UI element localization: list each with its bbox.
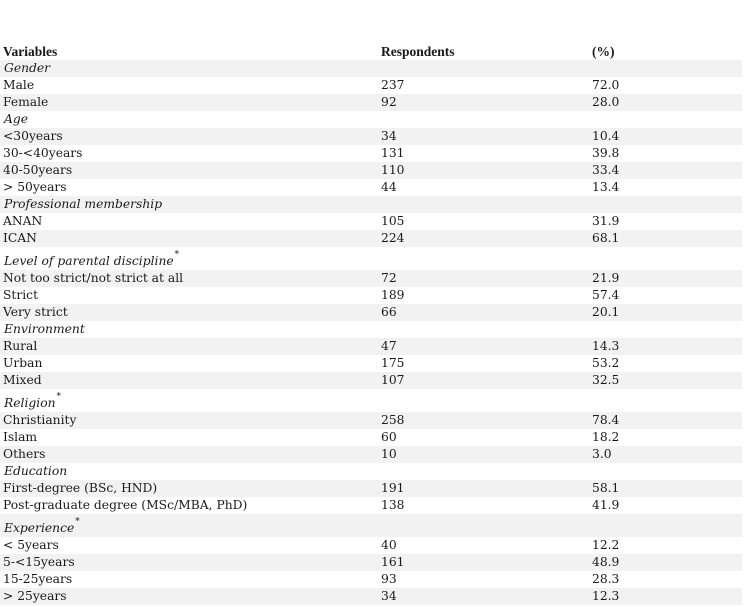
percent-value: 10.4 xyxy=(592,129,620,143)
respondents-value: 40 xyxy=(381,538,397,552)
section-label xyxy=(4,196,162,213)
section-label xyxy=(4,111,28,128)
respondents-value: 107 xyxy=(381,373,405,387)
respondents-value: 72 xyxy=(381,271,397,285)
table-row xyxy=(0,162,742,179)
variable-label xyxy=(3,571,72,588)
footnote-asterisk: * xyxy=(174,250,180,260)
table-row xyxy=(0,412,742,429)
label-text: Religion xyxy=(4,396,56,410)
variable-label xyxy=(3,480,157,497)
section-row xyxy=(0,321,742,338)
variable-label xyxy=(3,162,72,179)
percent-value: 33.4 xyxy=(592,163,620,177)
percent-value: 72.0 xyxy=(592,78,620,92)
label-text: 5-<15years xyxy=(3,555,75,569)
variable-label xyxy=(3,230,37,247)
percent-value: 13.4 xyxy=(592,180,620,194)
section-row xyxy=(0,514,742,537)
label-text: > 25years xyxy=(3,589,67,603)
label-text: Christianity xyxy=(3,413,77,427)
table-row xyxy=(0,287,742,304)
percent-value: 28.0 xyxy=(592,95,620,109)
respondents-value: 105 xyxy=(381,214,405,228)
label-text: Rural xyxy=(3,339,38,353)
label-text: ICAN xyxy=(3,231,37,245)
table-row xyxy=(0,537,742,554)
label-text: Islam xyxy=(3,430,38,444)
percent-value: 53.2 xyxy=(592,356,620,370)
table-row xyxy=(0,372,742,389)
label-text: Others xyxy=(3,447,46,461)
respondents-value: 161 xyxy=(381,555,405,569)
table-row xyxy=(0,355,742,372)
table-row xyxy=(0,338,742,355)
table-row xyxy=(0,213,742,230)
section-row xyxy=(0,196,742,213)
percent-value: 32.5 xyxy=(592,373,620,387)
percent-value: 20.1 xyxy=(592,305,620,319)
label-text: Urban xyxy=(3,356,43,370)
table-row xyxy=(0,145,742,162)
label-text: First-degree (BSc, HND) xyxy=(3,481,158,495)
variable-label xyxy=(3,446,45,463)
label-text: <30years xyxy=(3,129,63,143)
label-text: Strict xyxy=(3,288,39,302)
respondents-value: 34 xyxy=(381,589,397,603)
percent-value: 48.9 xyxy=(592,555,620,569)
variable-label xyxy=(3,179,67,196)
label-text: Female xyxy=(3,95,49,109)
variable-label xyxy=(3,588,67,605)
label-text: Experience xyxy=(4,521,75,535)
table-row xyxy=(0,304,742,321)
percent-value: 28.3 xyxy=(592,572,620,586)
table-row xyxy=(0,429,742,446)
header-respondents: Respondents xyxy=(381,44,455,59)
respondents-value: 10 xyxy=(381,447,397,461)
label-text: Gender xyxy=(4,61,51,75)
respondents-value: 47 xyxy=(381,339,397,353)
respondents-value: 191 xyxy=(381,481,405,495)
respondents-value: 92 xyxy=(381,95,397,109)
section-label xyxy=(4,321,85,338)
respondents-value: 138 xyxy=(381,498,405,512)
label-text: Not too strict/not strict at all xyxy=(3,271,184,285)
section-label xyxy=(4,463,67,480)
respondents-value: 44 xyxy=(381,180,397,194)
table-header xyxy=(0,43,742,60)
respondents-value: 60 xyxy=(381,430,397,444)
respondents-value: 189 xyxy=(381,288,405,302)
respondents-value: 175 xyxy=(381,356,405,370)
section-row xyxy=(0,111,742,128)
percent-value: 18.2 xyxy=(592,430,620,444)
table-row xyxy=(0,230,742,247)
variable-label xyxy=(3,412,76,429)
variable-label xyxy=(3,145,83,162)
label-text: Level of parental discipline xyxy=(4,254,174,268)
section-label xyxy=(4,60,50,77)
percent-value: 41.9 xyxy=(592,498,620,512)
header-percent: (%) xyxy=(592,44,615,59)
variable-label xyxy=(3,304,68,321)
section-row xyxy=(0,247,742,270)
variable-label xyxy=(3,270,183,287)
label-text: Environment xyxy=(4,322,85,336)
table-row xyxy=(0,128,742,145)
percent-value: 14.3 xyxy=(592,339,620,353)
variable-label xyxy=(3,537,59,554)
section-row xyxy=(0,389,742,412)
percent-value: 39.8 xyxy=(592,146,620,160)
section-row xyxy=(0,463,742,480)
label-text: 30-<40years xyxy=(3,146,83,160)
label-text: Post-graduate degree (MSc/MBA, PhD) xyxy=(3,498,248,512)
percent-value: 58.1 xyxy=(592,481,620,495)
respondents-value: 66 xyxy=(381,305,397,319)
footnote-asterisk: * xyxy=(56,392,62,402)
respondents-value: 258 xyxy=(381,413,405,427)
table-row xyxy=(0,571,742,588)
variable-label xyxy=(3,497,247,514)
footnote-asterisk: * xyxy=(75,517,80,527)
table-row xyxy=(0,480,742,497)
table-row xyxy=(0,554,742,571)
variable-label xyxy=(3,372,42,389)
variable-label xyxy=(3,287,38,304)
table-row xyxy=(0,497,742,514)
respondents-value: 224 xyxy=(381,231,405,245)
label-text: Mixed xyxy=(3,373,42,387)
label-text: Male xyxy=(3,78,35,92)
label-text: ANAN xyxy=(3,214,43,228)
section-row xyxy=(0,60,742,77)
label-text: Very strict xyxy=(3,305,68,319)
label-text: Education xyxy=(4,464,68,478)
table-row xyxy=(0,77,742,94)
percent-value: 57.4 xyxy=(592,288,620,302)
label-text: 15-25years xyxy=(3,572,73,586)
table-row xyxy=(0,270,742,287)
variable-label xyxy=(3,128,63,145)
respondents-value: 34 xyxy=(381,129,397,143)
table-row xyxy=(0,588,742,605)
variable-label xyxy=(3,213,42,230)
percent-value: 68.1 xyxy=(592,231,620,245)
percent-value: 12.2 xyxy=(592,538,620,552)
label-text: < 5years xyxy=(3,538,59,552)
label-text: Age xyxy=(4,112,29,126)
variable-label xyxy=(3,554,75,571)
table-row xyxy=(0,446,742,463)
respondents-value: 93 xyxy=(381,572,397,586)
table-row xyxy=(0,179,742,196)
header-variables: Variables xyxy=(3,44,58,59)
variable-label xyxy=(3,77,34,94)
respondents-value: 237 xyxy=(381,78,405,92)
percent-value: 31.9 xyxy=(592,214,620,228)
percent-value: 12.3 xyxy=(592,589,620,603)
label-text: Professional membership xyxy=(4,197,163,211)
label-text: 40-50years xyxy=(3,163,73,177)
table-row xyxy=(0,94,742,111)
variable-label xyxy=(3,94,48,111)
variable-label xyxy=(3,429,37,446)
variable-label xyxy=(3,355,42,372)
respondents-value: 110 xyxy=(381,163,405,177)
percent-value: 78.4 xyxy=(592,413,620,427)
percent-value: 21.9 xyxy=(592,271,620,285)
percent-value: 3.0 xyxy=(592,447,612,461)
variable-label xyxy=(3,338,37,355)
label-text: > 50years xyxy=(3,180,67,194)
respondents-value: 131 xyxy=(381,146,405,160)
